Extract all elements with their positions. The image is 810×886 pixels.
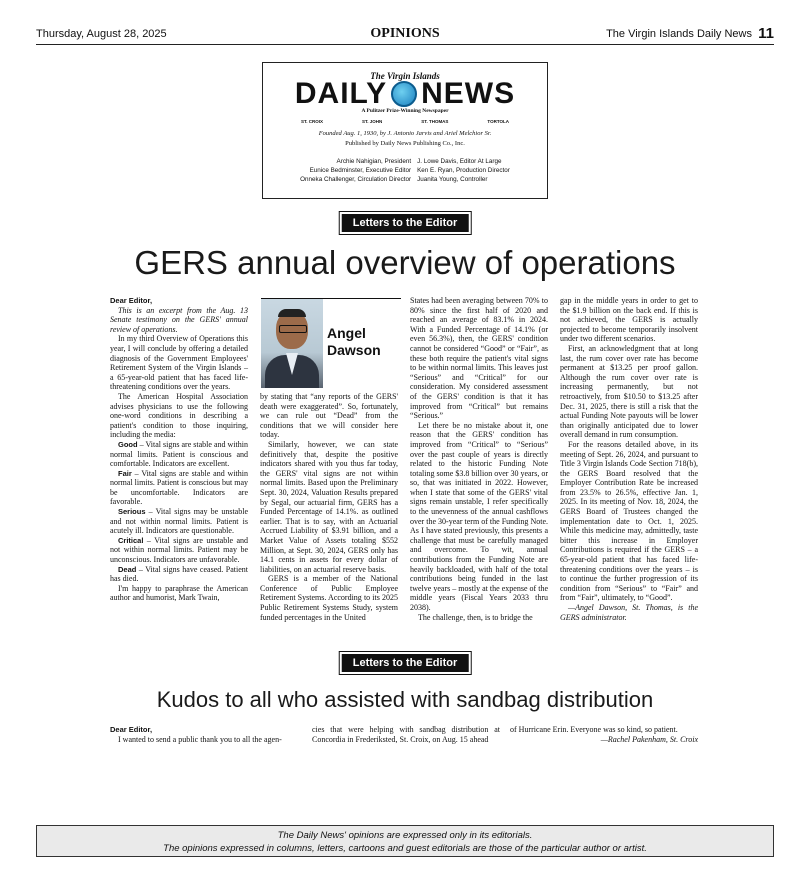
letter1-column-3: [410, 296, 548, 622]
letter1-column-2: [260, 392, 398, 622]
disclaimer-line-1: The Daily News' opinions are expressed only in its editorials.: [277, 830, 533, 841]
letters-badge: [339, 211, 472, 235]
letters-badge-label: Letters to the Editor: [342, 214, 469, 232]
paragraph: gap in the middle years in order to get to the $1.9 billion on the back end. If this is not achieved, the GERS is actually projected to become temporarily insolvent under two different scenarios.: [560, 296, 698, 344]
letter1-column-1: [110, 296, 248, 603]
paragraph: Let there be no mistake about it, one reason that the GERS' condition has improved from “Critical” to “Serious” over the past couple of years is directly related to the historic Funding Note totaling some $3.8 billion over 30 years, or so, that was initiated in 2022. However, when I state that some of the GERS' vital signs remain unstable, I refer specifically to the unevenness of the annual cashflows over the 30-year term of the Funding Note. As I have stated previously, this presents a challenge that must be carefully managed and overcome. To wit, annual contributions from the Funding Note are heavily backloaded, with half of the total contributions being funded in the last twelve years – mostly at the expense of the middle years (Fiscal Years 2033 thru 2038).: [410, 420, 548, 612]
masthead-published: Published by Daily News Publishing Co., Inc.: [345, 140, 465, 147]
condition-good: [110, 440, 248, 469]
condition-fair: [110, 469, 248, 507]
term-dead: Dead: [118, 564, 137, 574]
letter1-headline: GERS annual overview of operations: [134, 244, 676, 281]
letter2-headline: Kudos to all who assisted with sandbag distribution: [156, 687, 654, 712]
condition-dead: [110, 565, 248, 584]
island-label: ST. THOMAS: [421, 119, 449, 124]
island-label: TORTOLA: [487, 119, 509, 124]
masthead: [262, 62, 548, 199]
paragraph: The American Hospital Association advises physicians to use the following one-word conditions in describing a patient's condition to those inquiring, including the media:: [110, 391, 248, 440]
paragraph: First, an acknowledgment that at long last, the rum cover over rate has become permanent at $13.25 per proof gallon. Although the rum cover over rate is increasing permanently, but not retroactively, from $10.50 to $13.25 after Dec. 31, 2025, there is still a risk that the actual Funding Note payouts will be lower than originally anticipated due to lower overall demand in rum consumption.: [560, 343, 698, 440]
masthead-small-title: The Virgin Islands: [370, 71, 440, 81]
masthead-logo: [263, 77, 547, 110]
term-critical: Critical: [118, 535, 144, 545]
masthead-islands: [263, 119, 547, 124]
paper-name: The Virgin Islands Daily News: [606, 28, 752, 40]
condition-critical: [110, 536, 248, 565]
disclaimer-line-2: The opinions expressed in columns, letters, cartoons and guest editorials are those of the particular author or artist.: [163, 843, 647, 854]
paragraph: For the reasons detailed above, in its meeting of Sept. 26, 2024, and pursuant to Title 3 Virgin Islands Code Section 718(b), the GERS Board resolved that the Employer Contribution Rate be increased from 23.5% to 26.5%, effective Jan. 1, 2025. In its meeting of Nov. 18, 2024, the GERS Board of Trustees changed the implementation date to Oct. 1, 2025. While this medicine may, admittedly, taste bitter this increase in Employer Contributions is required if the GERS – a 65-year-old patient that has faced life-threatening conditions over the years – is to continue the further progression of its condition from “Serious” to “Fair” and from “Fair”, ultimately, to “Good”.: [560, 439, 698, 603]
author-byline: Angel Dawson: [327, 325, 381, 358]
masthead-name-right: NEWS: [421, 77, 516, 110]
paragraph: In my third Overview of Operations this year, I will conclude by offering a detailed diagnosis of the Government Employees' Retirement System of the Virgin Islands – a 65-year-old patient that has faced life-threatening conditions over the years.: [110, 334, 248, 392]
paragraph: cies that were helping with sandbag distribution at Concordia in Frederiksted, St. Croix, on Aug. 15 ahead: [312, 725, 500, 744]
masthead-staff: [263, 157, 547, 184]
term-serious: Serious: [118, 507, 146, 517]
page-number: 11: [758, 25, 774, 42]
letter2-column-2: [312, 725, 500, 744]
staff-entry: Ken E. Ryan, Production Director: [417, 167, 510, 174]
staff-entry: Juanita Young, Controller: [417, 176, 488, 183]
letter2-column-3: [510, 725, 698, 744]
island-label: ST. JOHN: [361, 119, 383, 124]
letter1-signature: —Angel Dawson, St. Thomas, is the GERS administrator.: [560, 603, 698, 622]
term-serious-text: – Vital signs may be unstable and not within normal limits. Patient is acutely ill. Indicators are questionable.: [110, 507, 248, 536]
issue-date: Thursday, August 28, 2025: [36, 28, 167, 40]
masthead-name-left: DAILY: [294, 77, 388, 110]
term-critical-text: – Vital signs are unstable and not within normal limits. Patient may be unconscious. Indicators are unfavorable.: [110, 535, 248, 565]
staff-entry: Onneka Challenger, Circulation Director: [300, 176, 412, 183]
staff-right-column: [417, 157, 510, 184]
opinion-disclaimer: [36, 825, 774, 857]
letter2-signature: —Rachel Pakenham, St. Croix: [600, 734, 698, 744]
letter2-column-1: [110, 725, 310, 744]
excerpt-note: This is an excerpt from the Aug. 13 Senate testimony on the GERS' annual review of operations.: [110, 305, 248, 334]
globe-icon: [391, 81, 417, 107]
term-fair: Fair: [118, 468, 132, 478]
masthead-founded: Founded Aug. 1, 1930, by J. Antonio Jarvis and Ariel Melchior Sr.: [318, 130, 492, 137]
author-box: [261, 298, 401, 388]
staff-entry: Eunice Bedminster, Executive Editor: [309, 167, 412, 174]
section-title: OPINIONS: [370, 26, 440, 41]
salutation: Dear Editor,: [110, 296, 153, 305]
term-good: Good: [118, 439, 138, 449]
salutation: Dear Editor,: [110, 725, 153, 734]
paragraph: I'm happy to paraphrase the American author and humorist, Mark Twain,: [110, 583, 248, 603]
term-fair-text: – Vital signs are stable and within normal limits. Patient is conscious but may be uncomfortable. Indicators are favorable.: [110, 468, 248, 507]
letter1-column-4: [560, 296, 698, 622]
term-good-text: – Vital signs are stable and within normal limits. Patient is conscious and comfortable. Indicators are excellent.: [110, 439, 248, 469]
paragraph: I wanted to send a public thank you to all the agen-: [118, 734, 282, 744]
paragraph: GERS is a member of the National Conference of Public Employee Retirement Systems. According to its 2025 Public Retirement Systems Study, system funded percentages in the United: [260, 574, 398, 622]
condition-serious: [110, 507, 248, 536]
staff-entry: Archie Nahigian, President: [336, 158, 412, 165]
letters-badge-2: [339, 651, 472, 675]
masthead-tagline: A Pulitzer Prize-Winning Newspaper: [361, 108, 449, 114]
paragraph: The challenge, then, is to bridge the: [418, 612, 533, 622]
island-label: ST. CROIX: [301, 119, 324, 124]
staff-left-column: [300, 157, 411, 184]
term-dead-text: – Vital signs have ceased. Patient has died.: [110, 564, 248, 584]
paragraph: Similarly, however, we can state definitively that, despite the positive indicators shared with you thus far today, the GERS' vital signs are not within normal limits. Based upon the Preliminary Sept. 30, 2024, Valuation Results prepared by Segal, our actuarial firm, GERS has a Funded Percentage of 14.1%. as outlined earlier. That is to say, with an Actuarial Accrued Liability of $3.91 billion, and a Market Value of Assets totaling $552 Million, at Sept. 30, 2024, GERS only has 14.1 cents in assets for every dollar of liabilities, on an actuarial reserve basis.: [260, 439, 398, 574]
paragraph: by stating that “any reports of the GERS' death were exaggerated”. So, fortunately, we can rule out “Dead” from the conditions that we will consider here today.: [260, 392, 398, 440]
staff-entry: J. Lowe Davis, Editor At Large: [417, 158, 502, 165]
author-photo: [261, 299, 323, 388]
page-header: [36, 26, 774, 45]
paragraph: of Hurricane Erin. Everyone was so kind, so patient.: [510, 725, 678, 734]
letters-badge-label: Letters to the Editor: [342, 654, 469, 672]
paragraph: States had been averaging between 70% to 80% since the first half of 2020 and reached an average of 83.1% in 2024. With a Funded Percentage of 14.1% (or even 56.3%), then, the GERS' condition cannot be considered “Good” or “Fair”, as these both require the patient's vital signs to be within normal limits. This leaves just “Serious” and “Critical” for our consideration. My considered assessment of the GERS' condition is that it has improved from “Critical” but remains “Serious.”: [410, 296, 548, 421]
